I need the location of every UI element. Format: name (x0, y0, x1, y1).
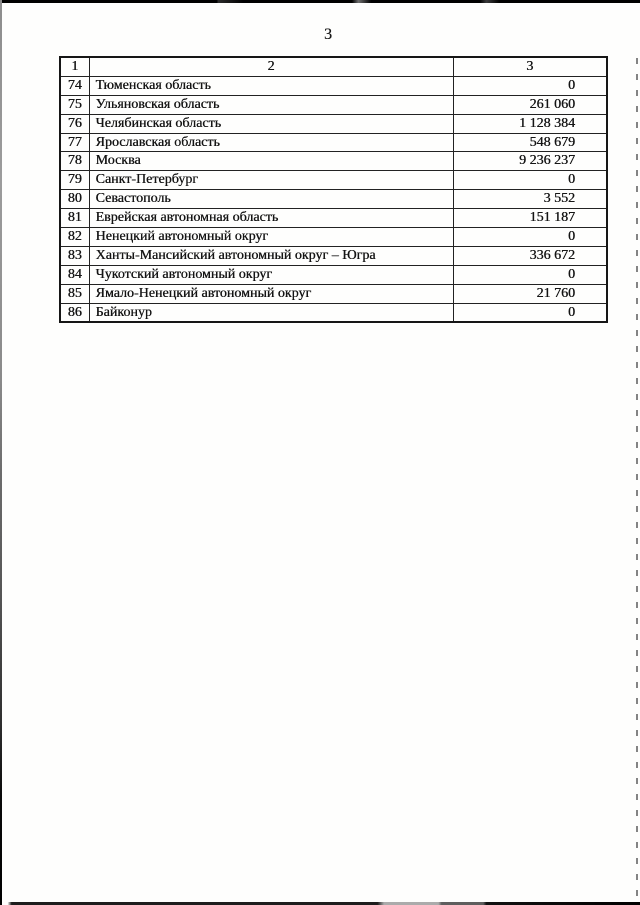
region-value-cell: 0 (453, 76, 607, 95)
table-row (60, 303, 607, 322)
row-number-cell: 78 (60, 152, 89, 171)
table-header-row (60, 57, 607, 76)
table-row (60, 114, 607, 133)
row-number-cell: 86 (60, 303, 89, 322)
region-name-cell: Челябинская область (89, 114, 453, 133)
region-value-cell: 261 060 (453, 95, 607, 114)
region-name-cell: Байконур (89, 303, 453, 322)
table-row (60, 95, 607, 114)
row-number-cell: 82 (60, 228, 89, 247)
table-row (60, 284, 607, 303)
row-number-cell: 80 (60, 190, 89, 209)
region-value-cell: 0 (453, 265, 607, 284)
region-value-cell: 0 (453, 171, 607, 190)
row-number-cell: 83 (60, 246, 89, 265)
table-row (60, 190, 607, 209)
region-value-cell: 1 128 384 (453, 114, 607, 133)
row-number-cell: 85 (60, 284, 89, 303)
row-number-cell: 81 (60, 209, 89, 228)
scan-edge-right (636, 58, 638, 903)
row-number-cell: 77 (60, 133, 89, 152)
region-value-cell: 336 672 (453, 246, 607, 265)
column-header-2: 2 (89, 57, 453, 76)
scan-edge-left (0, 0, 2, 905)
scan-edge-top (0, 0, 640, 3)
region-name-cell: Санкт-Петербург (89, 171, 453, 190)
region-name-cell: Еврейская автономная область (89, 209, 453, 228)
table-row (60, 209, 607, 228)
page-number: 3 (324, 26, 332, 43)
region-name-cell: Ненецкий автономный округ (89, 228, 453, 247)
row-number-cell: 76 (60, 114, 89, 133)
region-name-cell: Чукотский автономный округ (89, 265, 453, 284)
table-row (60, 246, 607, 265)
region-name-cell: Ульяновская область (89, 95, 453, 114)
column-header-3: 3 (453, 57, 607, 76)
region-value-cell: 0 (453, 303, 607, 322)
region-value-cell: 21 760 (453, 284, 607, 303)
region-name-cell: Ханты-Мансийский автономный округ – Югра (89, 246, 453, 265)
region-name-cell: Ярославская область (89, 133, 453, 152)
table-row (60, 76, 607, 95)
region-name-cell: Тюменская область (89, 76, 453, 95)
column-header-1: 1 (60, 57, 89, 76)
region-name-cell: Севастополь (89, 190, 453, 209)
region-name-cell: Ямало-Ненецкий автономный округ (89, 284, 453, 303)
row-number-cell: 79 (60, 171, 89, 190)
table-row (60, 265, 607, 284)
table-row (60, 152, 607, 171)
region-value-cell: 0 (453, 228, 607, 247)
regions-table (59, 56, 608, 323)
table-row (60, 133, 607, 152)
table-row (60, 171, 607, 190)
region-name-cell: Москва (89, 152, 453, 171)
table-row (60, 228, 607, 247)
region-value-cell: 9 236 237 (453, 152, 607, 171)
row-number-cell: 75 (60, 95, 89, 114)
row-number-cell: 84 (60, 265, 89, 284)
region-value-cell: 548 679 (453, 133, 607, 152)
region-value-cell: 3 552 (453, 190, 607, 209)
region-value-cell: 151 187 (453, 209, 607, 228)
row-number-cell: 74 (60, 76, 89, 95)
